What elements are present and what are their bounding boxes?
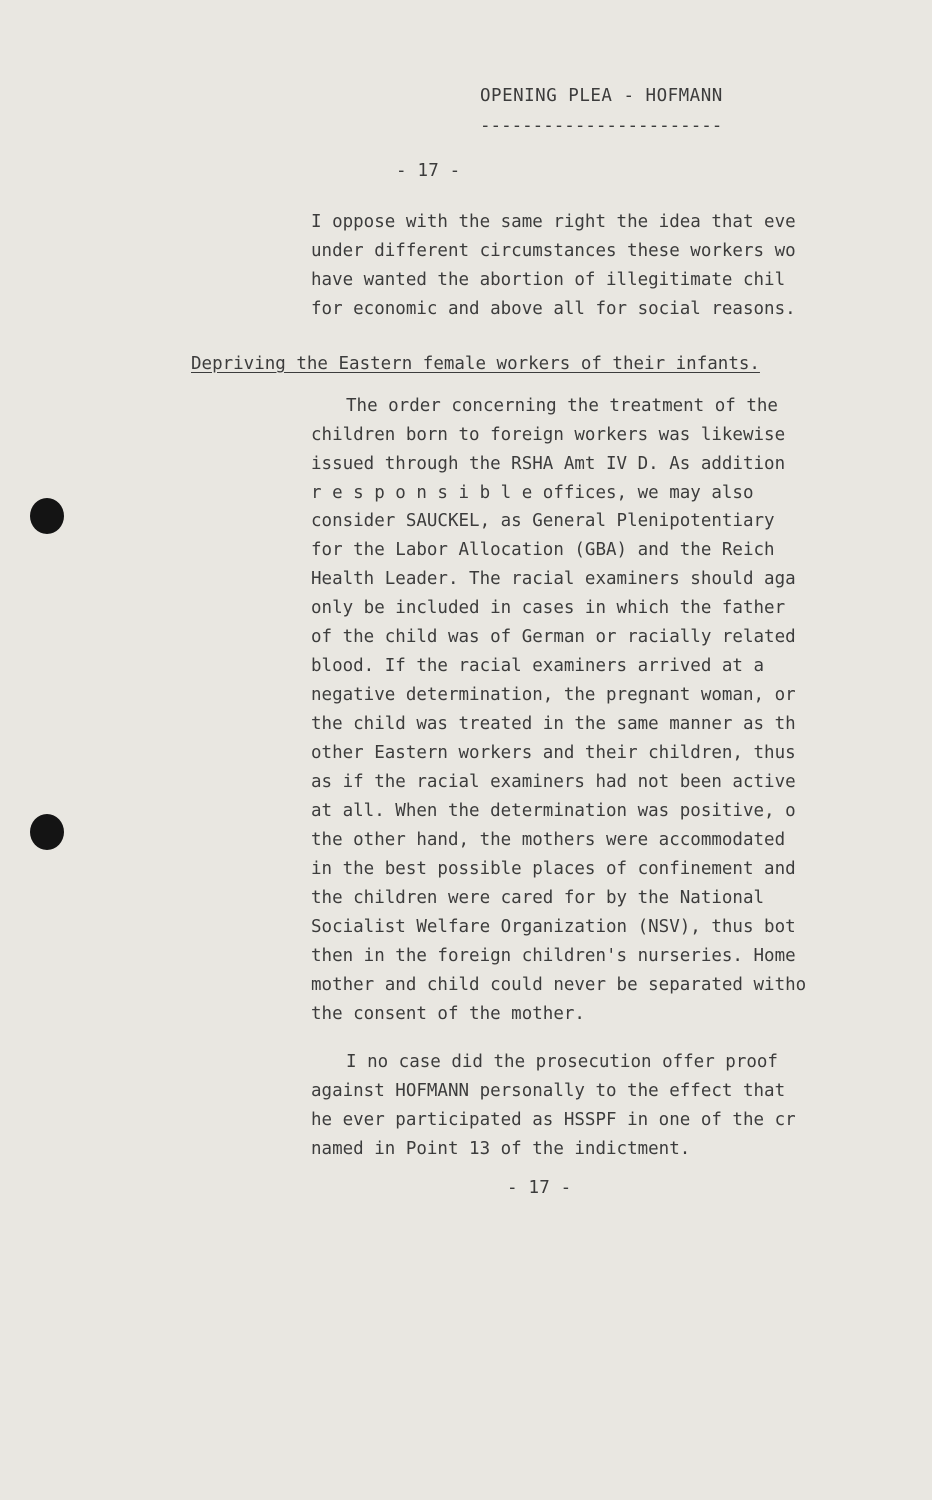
text-line: named in Point 13 of the indictment. (311, 1139, 691, 1159)
text-line: of the child was of German or racially related (311, 627, 796, 647)
text-line: other Eastern workers and their children, thus (311, 743, 796, 763)
text-line: the child was treated in the same manner as th (311, 714, 796, 734)
text-line: I oppose with the same right the idea that eve (311, 212, 796, 232)
text-line: negative determination, the pregnant woman, or (311, 685, 796, 705)
text-line: blood. If the racial examiners arrived at a (311, 656, 765, 676)
text-line: for economic and above all for social reasons. (311, 299, 796, 319)
text-line: as if the racial examiners had not been active (311, 772, 796, 792)
section-heading: Depriving the Eastern female workers of their infants. (191, 354, 760, 374)
text-line: against HOFMANN personally to the effect that (311, 1081, 786, 1101)
text-line: the children were cared for by the National (311, 888, 765, 908)
text-line: Health Leader. The racial examiners should aga (311, 569, 796, 589)
page-number-bottom: - 17 - (507, 1178, 572, 1198)
document-header-title: OPENING PLEA - HOFMANN (480, 86, 723, 106)
text-line: have wanted the abortion of illegitimate chil (311, 270, 786, 290)
text-line: issued through the RSHA Amt IV D. As addition (311, 454, 786, 474)
text-line: only be included in cases in which the father (311, 598, 786, 618)
text-line: then in the foreign children's nurseries. Home (311, 946, 796, 966)
text-line: under different circumstances these workers wo (311, 241, 796, 261)
text-line: I no case did the prosecution offer proof (346, 1052, 778, 1072)
punch-hole (30, 498, 64, 534)
text-line: in the best possible places of confinement and (311, 859, 796, 879)
page-number-top: - 17 - (396, 161, 461, 181)
punch-hole (30, 814, 64, 850)
text-line: r e s p o n s i b l e offices, we may also (311, 483, 754, 503)
text-line: Socialist Welfare Organization (NSV), thus bot (311, 917, 796, 937)
header-underline-rule: ----------------------- (480, 116, 723, 136)
text-line: the consent of the mother. (311, 1004, 585, 1024)
text-line: consider SAUCKEL, as General Plenipotentiary (311, 511, 775, 531)
text-line: mother and child could never be separated witho (311, 975, 807, 995)
text-line: The order concerning the treatment of the (346, 396, 778, 416)
text-line: he ever participated as HSSPF in one of the cr (311, 1110, 796, 1130)
text-line: for the Labor Allocation (GBA) and the Reich (311, 540, 775, 560)
text-line: the other hand, the mothers were accommodated (311, 830, 786, 850)
text-line: children born to foreign workers was likewise (311, 425, 786, 445)
text-line: at all. When the determination was positive, o (311, 801, 796, 821)
